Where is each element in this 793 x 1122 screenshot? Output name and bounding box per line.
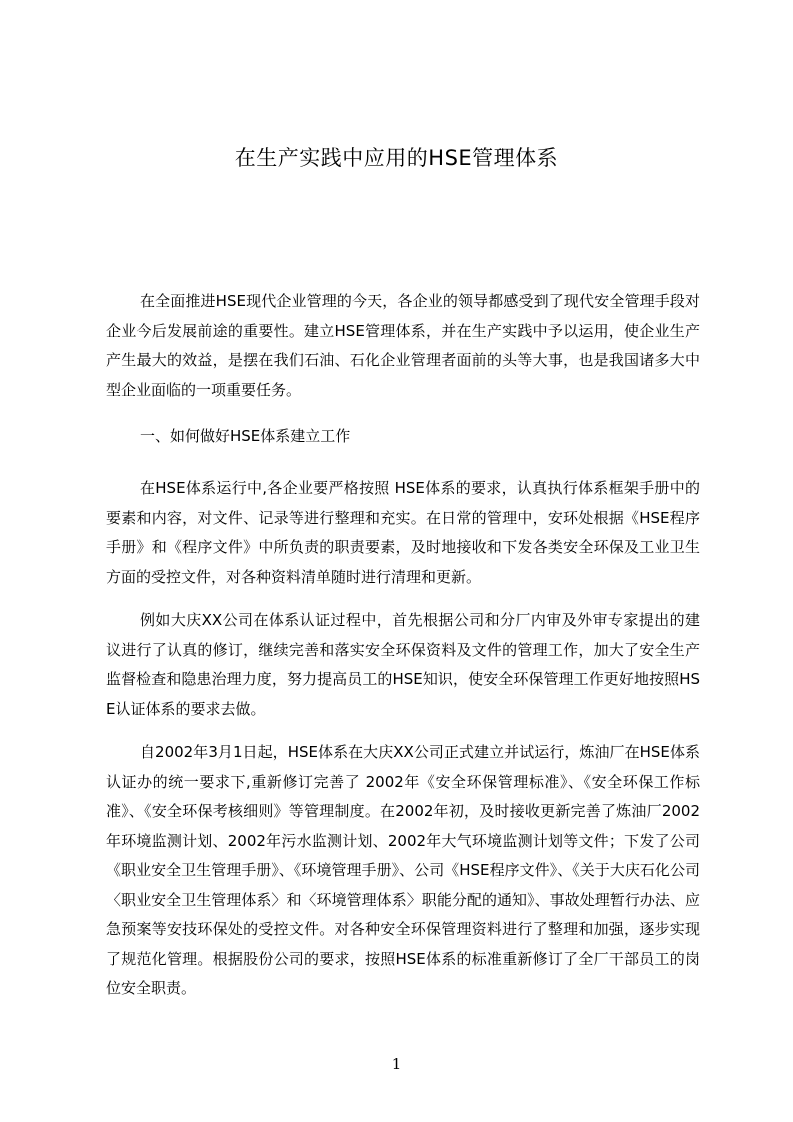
body-paragraph-1: 在HSE体系运行中,各企业要严格按照 HSE体系的要求，认真执行体系框架手册中的要素和内容，对文件、记录等进行整理和充实。在日常的管理中，安环处根据《HSE程序手册》和《程序文件》中所负责的职责要素，及时地接收和下发各类安全环保及工业卫生方面的受控文件，对各种资料清单随时进行清理和更新。: [106, 479, 700, 586]
intro-paragraph: 在全面推进HSE现代企业管理的今天，各企业的领导都感受到了现代安全管理手段对企业今后发展前途的重要性。建立HSE管理体系，并在生产实践中予以运用，使企业生产产生最大的效益，是摆在我们石油、石化企业管理者面前的头等大事，也是我国诸多大中型企业面临的一项重要任务。: [106, 292, 700, 399]
body-paragraph-3: 自2002年3月1日起，HSE体系在大庆XX公司正式建立并试运行，炼油厂在HSE体系认证办的统一要求下,重新修订完善了 2002年《安全环保管理标准》、《安全环保工作标准》、《安全环保考核细则》等管理制度。在2002年初，及时接收更新完善了炼油厂2002年环境监测计划、2002年污水监测计划、2002年大气环境监测计划等文件；下发了公司《职业安全卫生管理手册》、《环境管理手册》、公司《HSE程序文件》、《关于大庆石化公司〈职业安全卫生管理体系〉和〈环境管理体系〉职能分配的通知》、事故处理暂行办法、应急预案等安技环保处的受控文件。对各种安全环保管理资料进行了整理和加强，逐步实现了规范化管理。根据股份公司的要求，按照HSE体系的标准重新修订了全厂干部员工的岗位安全职责。: [106, 743, 700, 997]
section-heading: 一、如何做好HSE体系建立工作: [140, 427, 351, 445]
document-title: 在生产实践中应用的HSE管理体系: [234, 146, 559, 170]
page-number: 1: [391, 1055, 402, 1073]
body-paragraph-2: 例如大庆XX公司在体系认证过程中，首先根据公司和分厂内审及外审专家提出的建议进行了认真的修订，继续完善和落实安全环保资料及文件的管理工作，加大了安全生产监督检查和隐患治理力度，努力提高员工的HSE知识，使安全环保管理工作更好地按照HSE认证体系的要求去做。: [106, 611, 700, 718]
